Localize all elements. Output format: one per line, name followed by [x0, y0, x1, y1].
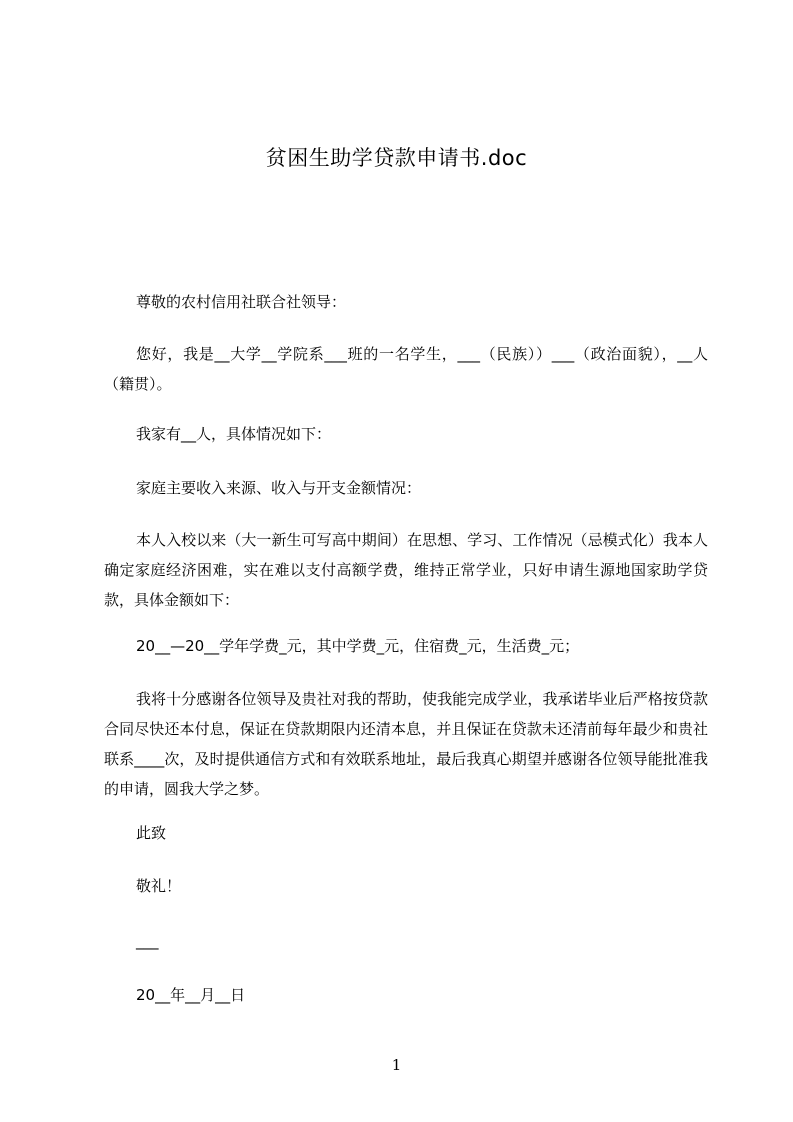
- amount-paragraph: 20__—20__学年学费_元，其中学费_元，住宿费_元，生活费_元；: [136, 637, 580, 655]
- family-paragraph: 我家有__人，具体情况如下：: [136, 425, 332, 443]
- situation-paragraph: 本人入校以来（大一新生可写高中期间）在思想、学习、工作情况（忌模式化）我本人确定家庭经济困难，实在难以支付高额学费，维持正常学业，只好申请生源地国家助学贷款，具体金额如下：: [104, 531, 708, 609]
- promise-paragraph: 我将十分感谢各位领导及贵社对我的帮助，使我能完成学业，我承诺毕业后严格按贷款合同尽快还本付息，保证在贷款期限内还清本息，并且保证在贷款未还清前每年最少和贵社联系____次，及时提供通信方式和有效联系地址，最后我真心期望并感谢各位领导能批准我的申请，圆我大学之梦。: [104, 690, 708, 798]
- closing-salutation: 此致: [136, 824, 167, 842]
- document-title: 贫困生助学贷款申请书.doc: [265, 146, 528, 170]
- income-paragraph: 家庭主要收入来源、收入与开支金额情况：: [136, 479, 422, 497]
- intro-paragraph: 您好，我是__大学__学院系___班的一名学生，___（民族））___（政治面貌），__人（籍贯）。: [104, 345, 708, 393]
- closing-regards: 敬礼！: [136, 877, 182, 895]
- page-number: 1: [391, 1056, 402, 1074]
- signature-line: ___: [136, 932, 159, 950]
- date-line: 20__年__月__日: [136, 986, 246, 1004]
- salutation: 尊敬的农村信用社联合社领导：: [136, 293, 347, 311]
